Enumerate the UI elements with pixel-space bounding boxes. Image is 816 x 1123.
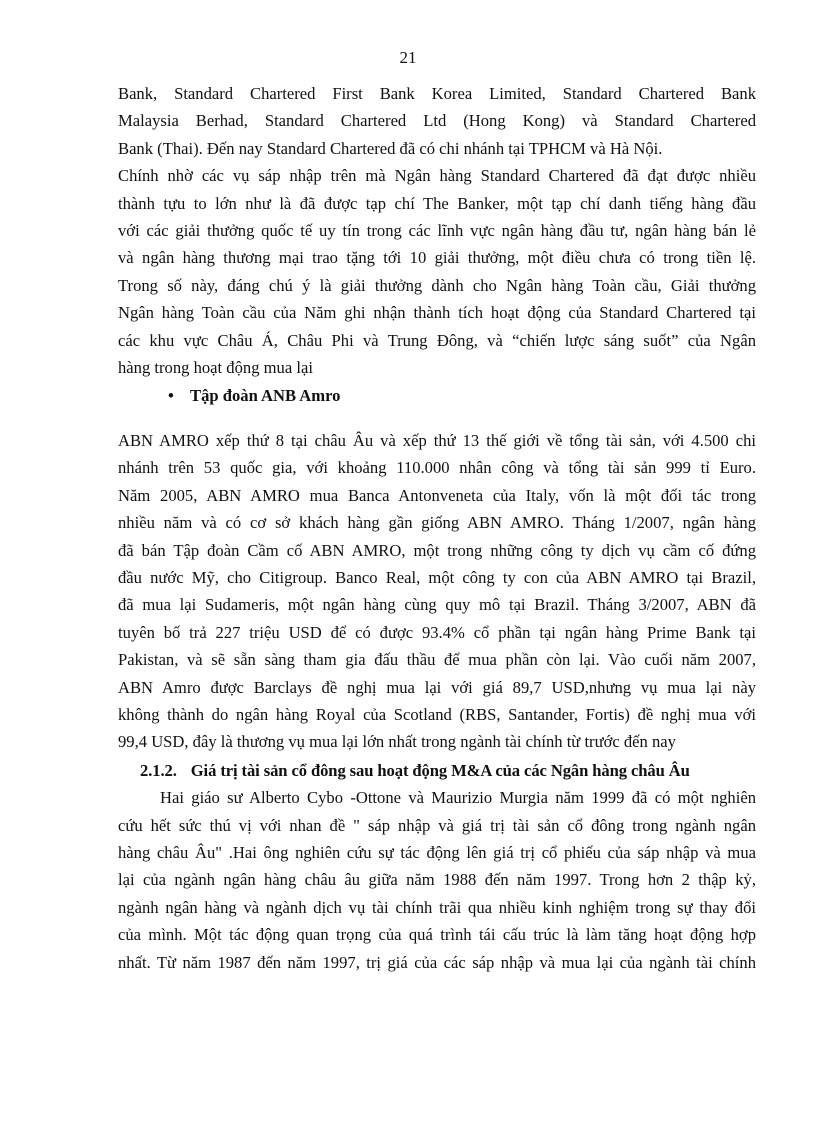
text-line: Bank (Thai). Đến nay Standard Chartered đã có chi nhánh tại TPHCM và Hà Nội. [118, 138, 663, 158]
text-line: hàng châu Âu" .Hai ông nghiên cứu sự tác động lên giá trị cổ phiếu của sáp nhập và mua [118, 842, 756, 862]
text-line: cứu hết sức thú vị với nhan đề " sáp nhập và giá trị tài sản cổ đông trong ngành ngân [118, 815, 756, 835]
text-line: thành tựu to lớn như là đã được tạp chí The Banker, một tạp chí danh tiếng hàng đầu [118, 193, 756, 213]
text-line: ABN Amro được Barclays đề nghị mua lại với giá 89,7 USD,nhưng vụ mua lại này [118, 677, 756, 697]
text-line: đã bán Tập đoàn Cầm cố ABN AMRO, một trong những công ty dịch vụ cầm cố đứng [118, 540, 756, 560]
paragraph-european-bank-study [118, 784, 756, 976]
text-line: đã mua lại Sudameris, một ngân hàng cùng quy mô tại Brazil. Tháng 3/2007, ABN đã [118, 595, 756, 615]
text-line: 99,4 USD, đây là thương vụ mua lại lớn nhất trong ngành tài chính từ trước đến nay [118, 732, 676, 752]
document-body [118, 80, 756, 976]
text-line: nhiều năm và có cơ sở khách hàng gần giống ABN AMRO. Tháng 1/2007, ngân hàng [118, 513, 756, 533]
text-line: Pakistan, và sẽ sẵn sàng tham gia đấu thầu để mua phần còn lại. Vào cuối năm 2007, [118, 650, 756, 670]
bullet-heading-abn-amro [118, 382, 756, 409]
text-line: ABN AMRO xếp thứ 8 tại châu Âu và xếp thứ 13 thế giới về tổng tài sản, với 4.500 chi [118, 430, 756, 450]
bullet-icon: • [168, 386, 174, 406]
text-line: đầu nước Mỹ, cho Citigroup. Banco Real, một công ty con của ABN AMRO tại Brazil, [118, 567, 756, 587]
text-line: Hai giáo sư Alberto Cybo -Ottone và Maurizio Murgia năm 1999 đã có một nghiên [160, 788, 756, 808]
text-line: của mình. Một tác động quan trọng của quá trình tái cấu trúc là làm tăng hoạt động hợp [118, 925, 756, 945]
text-line: Ngân hàng Toàn cầu của Năm ghi nhận thành tích hoạt động của Standard Chartered tại [118, 303, 756, 323]
text-line: lại của ngành ngân hàng châu âu giữa năm 1988 đến năm 1997. Trong hơn 2 thập kỷ, [118, 870, 756, 890]
paragraph-abn-amro [118, 427, 756, 756]
bullet-heading-text: Tập đoàn ANB Amro [190, 386, 341, 406]
text-line: Bank, Standard Chartered First Bank Korea Limited, Standard Chartered Bank [118, 84, 756, 103]
text-line: Malaysia Berhad, Standard Chartered Ltd (Hong Kong) và Standard Chartered [118, 111, 756, 131]
text-line: Trong số này, đáng chú ý là giải thưởng dành cho Ngân hàng Toàn cầu, Giải thưởng [118, 275, 756, 295]
page-number: 21 [399, 48, 417, 67]
text-line: Chính nhờ các vụ sáp nhập trên mà Ngân hàng Standard Chartered đã đạt được nhiều [118, 166, 756, 186]
paragraph-standard-chartered-branches [118, 80, 756, 162]
text-line: với các giải thưởng quốc tế uy tín trong các lĩnh vực ngân hàng đầu tư, ngân hàng bán lẻ [118, 221, 756, 241]
section-number: 2.1.2. [140, 760, 177, 780]
section-title: Giá trị tài sản cổ đông sau hoạt động M&A của các Ngân hàng châu Âu [190, 760, 690, 780]
section-heading-2-1-2 [118, 757, 756, 784]
text-line: nhánh trên 53 quốc gia, với khoảng 110.000 nhân công và tổng tài sản 999 tỉ Euro. [118, 458, 756, 478]
text-line: nhất. Từ năm 1987 đến năm 1997, trị giá của các sáp nhập và mua lại của ngành tài chính [118, 952, 756, 972]
text-line: tuyên bố trả 227 triệu USD để có được 93.4% cổ phần tại ngân hàng Prime Bank tại [118, 622, 756, 642]
text-line: hàng trong hoạt động mua lại [118, 358, 313, 378]
text-line: các khu vực Châu Á, Châu Phi và Trung Đông, và “chiến lược sáng suốt” của Ngân [118, 330, 756, 350]
text-line: không thành do ngân hàng Royal của Scotland (RBS, Santander, Fortis) đề nghị mua với [118, 704, 756, 724]
paragraph-standard-chartered-awards [118, 162, 756, 381]
text-line: Năm 2005, ABN AMRO mua Banca Antonveneta của Italy, vốn là một đối tác trong [118, 485, 756, 505]
text-line: ngành ngân hàng và ngành dịch vụ tài chính trãi qua nhiều kinh nghiệm trong sự thay đổi [118, 897, 756, 917]
text-line: và ngân hàng thương mại trao tặng tới 10 giải thưởng, một điều chưa có trong tiền lệ. [118, 248, 756, 268]
